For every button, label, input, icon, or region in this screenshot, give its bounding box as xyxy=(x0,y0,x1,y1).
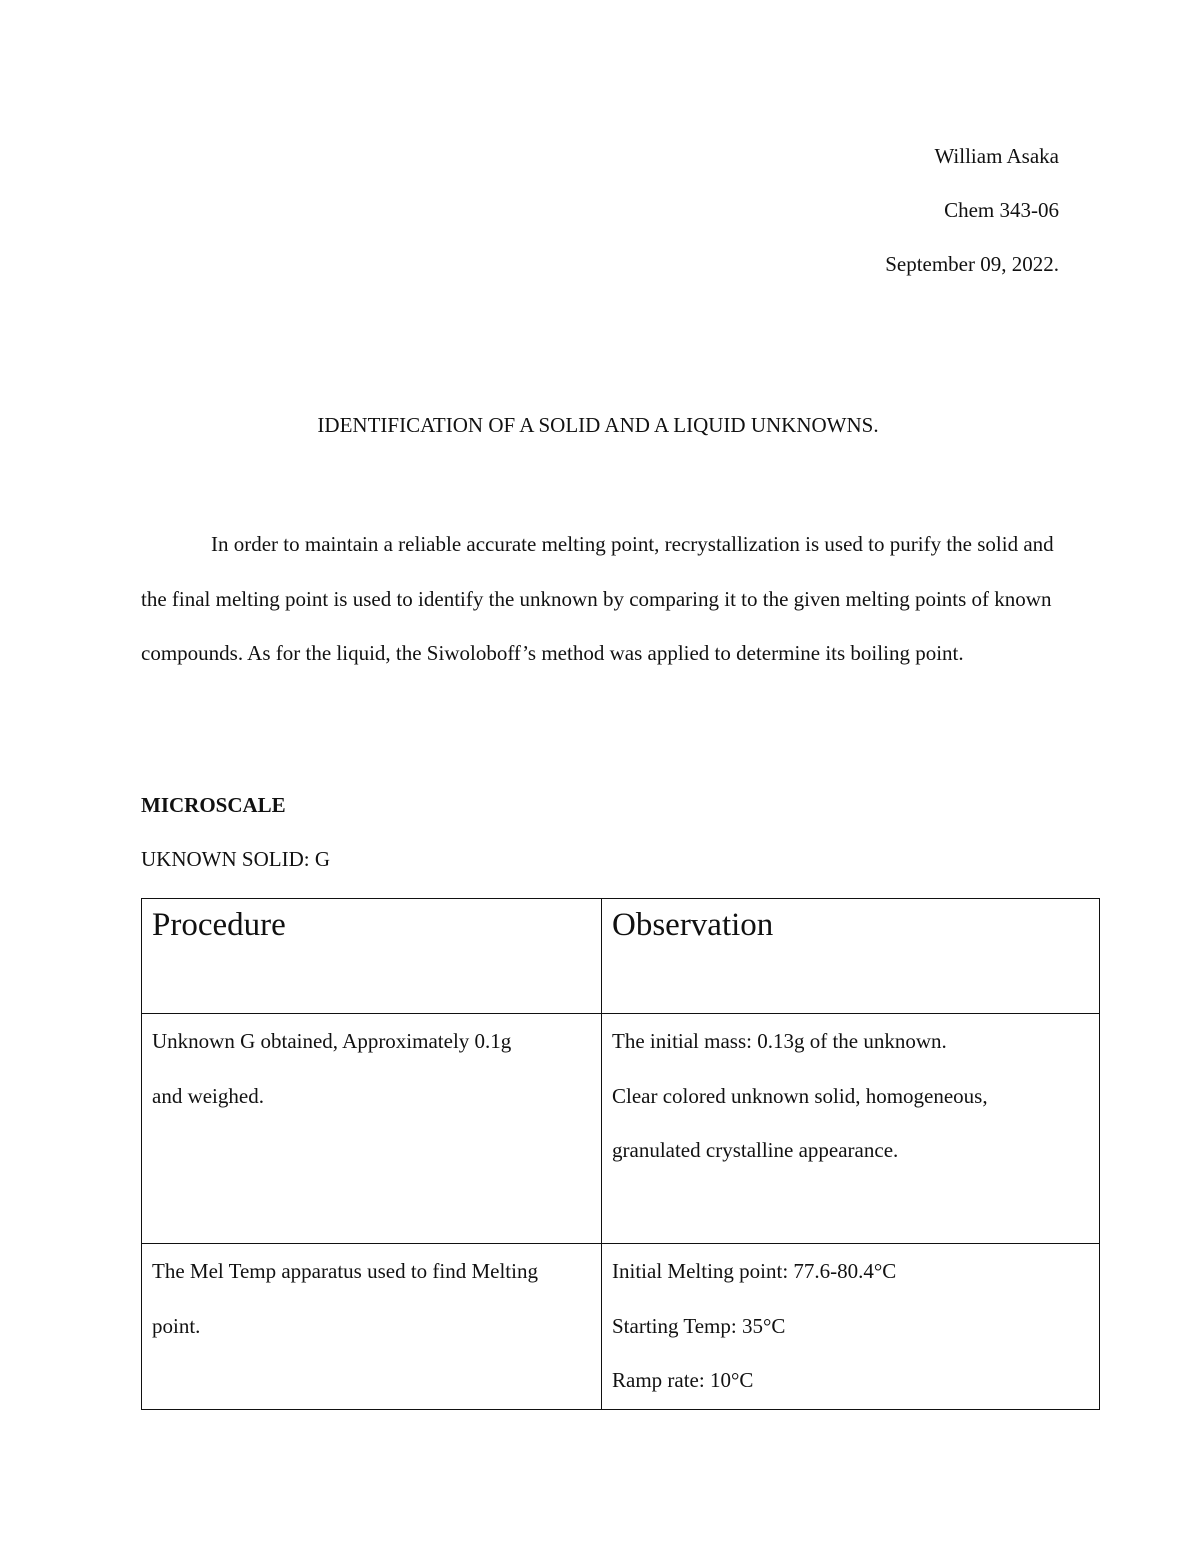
section-heading: MICROSCALE xyxy=(141,793,286,817)
cell-line: Unknown G obtained, Approximately 0.1g xyxy=(152,1029,512,1053)
table-header-row xyxy=(142,899,1100,1014)
column-header-observation: Observation xyxy=(602,899,1100,1014)
cell-line: Initial Melting point: 77.6-80.4°C xyxy=(612,1259,897,1283)
cell-line: The initial mass: 0.13g of the unknown. xyxy=(612,1029,947,1053)
column-header-procedure: Procedure xyxy=(142,899,602,1014)
document-title: IDENTIFICATION OF A SOLID AND A LIQUID UNKNOWNS. xyxy=(317,413,879,437)
table-row xyxy=(142,1244,1100,1410)
document-date: September 09, 2022. xyxy=(885,252,1059,276)
cell-line: Starting Temp: 35°C xyxy=(612,1313,786,1338)
author-name: William Asaka xyxy=(934,144,1059,168)
cell-line: The Mel Temp apparatus used to find Melting xyxy=(152,1259,538,1283)
procedure-cell xyxy=(142,1014,602,1244)
observation-cell xyxy=(602,1014,1100,1244)
observation-cell xyxy=(602,1244,1100,1410)
intro-paragraph: In order to maintain a reliable accurate melting point, recrystallization is used to purify the solid and the final melting point is used to identify the unknown by comparing it to the given melting points of known compounds. As for the liquid, the Siwoloboff’s method was applied to determine its boiling point. xyxy=(141,532,1054,665)
course-code: Chem 343-06 xyxy=(944,198,1059,222)
cell-line: Ramp rate: 10°C xyxy=(612,1368,754,1392)
procedure-cell xyxy=(142,1244,602,1410)
cell-line: Clear colored unknown solid, homogeneous, xyxy=(612,1083,988,1108)
procedure-observation-table xyxy=(141,898,1100,1410)
table-row xyxy=(142,1014,1100,1244)
cell-line: granulated crystalline appearance. xyxy=(612,1138,899,1162)
section-subheading: UKNOWN SOLID: G xyxy=(141,847,330,871)
cell-line: and weighed. xyxy=(152,1083,264,1108)
cell-line: point. xyxy=(152,1313,201,1338)
